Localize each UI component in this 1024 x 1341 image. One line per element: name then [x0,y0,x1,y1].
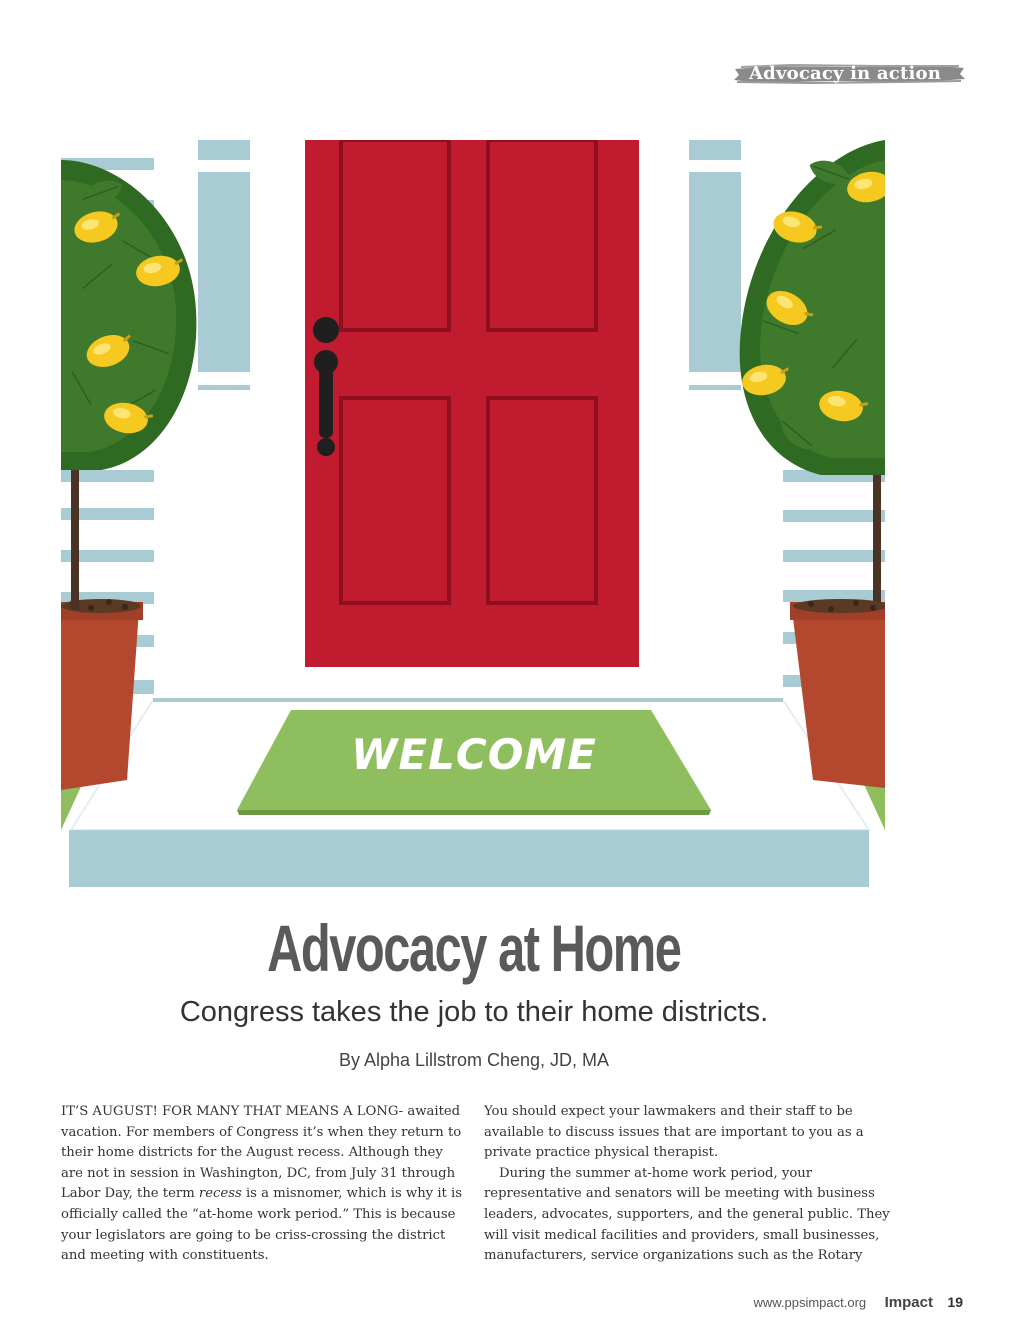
footer-url: www.ppsimpact.org [753,1295,867,1310]
article-subtitle: Congress takes the job to their home districts. [179,996,769,1028]
italic-term: recess [198,1186,242,1202]
article-column-1 [61,1102,466,1267]
section-tag-label: Advocacy in action [749,63,941,84]
page-footer [753,1294,963,1312]
body-text-part-1: awaited vacation. For members of Congress it’s when they return to their home districts for the August recess. Although they are not in session in Washington, DC, from July 31 through Labor Day, the term [61,1104,462,1202]
column-2-paragraph-1: You should expect your lawmakers and their staff to be available to discuss issues that are important to you as a private practice physical therapist. [484,1104,864,1161]
welcome-mat [237,710,711,815]
article-column-2 [484,1102,894,1267]
lead-in-caps: IT’S AUGUST! FOR MANY THAT MEANS A LONG- [61,1104,404,1119]
body-text-part-2: is a misnomer, which is why it is officially called the “at-home work period.” This is because your legislators are going to be criss-crossing the district and meeting with constituents. [61,1186,463,1264]
column-2-paragraph-2: During the summer at-home work period, your representative and senators will be meeting with business leaders, advocates, supporters, and the general public. They will visit medical facilities and providers, small businesses, manufacturers, service organizations such as the Rotary [484,1165,890,1264]
red-door [305,140,639,667]
front-door-illustration [61,140,885,887]
footer-magazine-name: Impact [884,1294,933,1311]
column-1-paragraph [61,1102,466,1267]
section-tag [731,60,967,88]
welcome-mat-text: WELCOME [351,730,597,779]
page-number: 19 [947,1294,963,1310]
article-title: Advocacy at Home [267,911,681,985]
article-byline: By Alpha Lillstrom Cheng, JD, MA [338,1050,610,1070]
